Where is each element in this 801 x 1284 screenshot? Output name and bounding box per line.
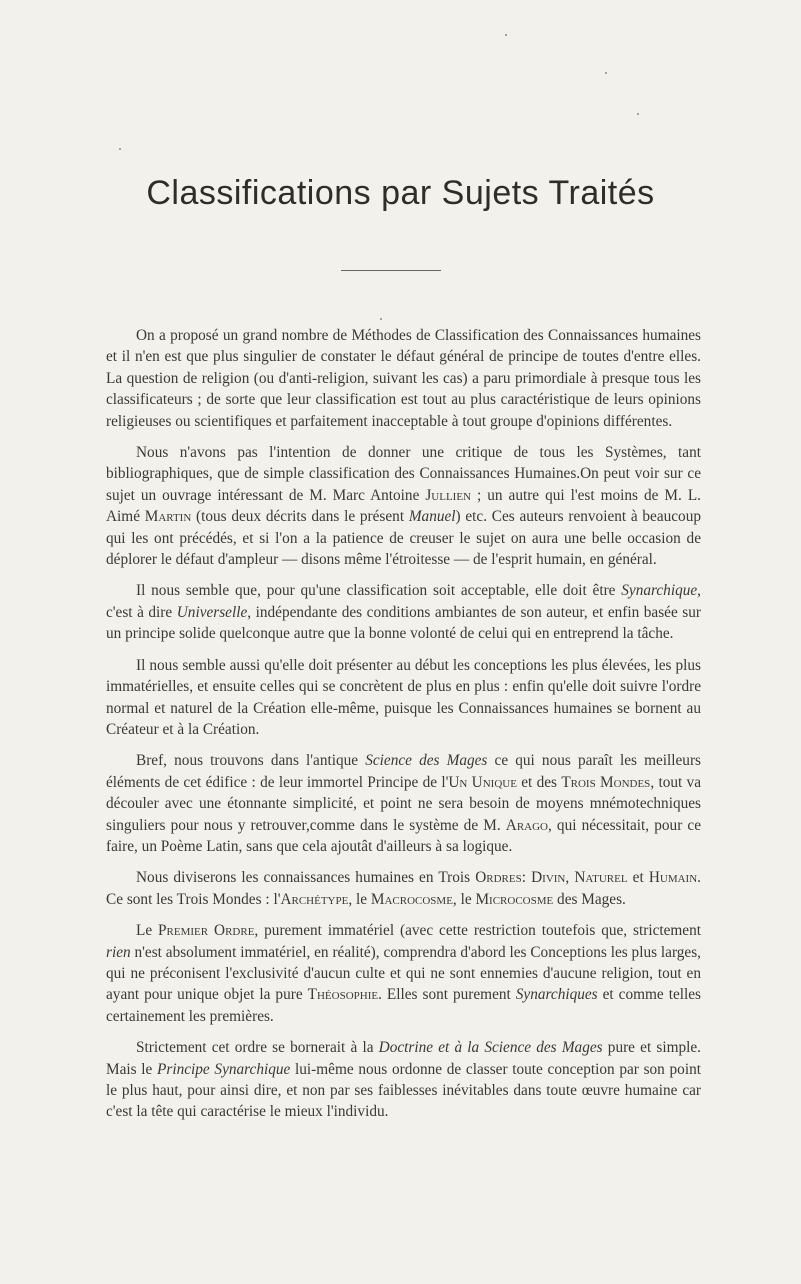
paragraph-5 — [106, 750, 701, 857]
paper-speck — [605, 72, 607, 74]
paper-speck — [505, 34, 507, 36]
text-run: , purement immatériel (avec cette restriction toutefois que, strictement — [254, 922, 701, 940]
small-caps-term: Trois Mondes — [561, 773, 651, 791]
text-run: , — [565, 869, 575, 887]
text-run: , qui nécessitait, pour ce faire, un Poème Latin, sans que cela ajoutât d'ailleurs à sa logique. — [106, 816, 701, 855]
text-run: Il nous semble que, pour qu'une classification soit acceptable, elle doit être — [136, 582, 622, 600]
text-run: lui-même nous ordonne de classer toute conception par son point le plus haut, pour ainsi dire, et non par ses faiblesses inévitables dans toute œuvre humaine car c'est la tête qui caractérise le mieux l'individu. — [106, 1060, 701, 1121]
text-run: ; un autre qui l'est moins de M. L. Aimé — [106, 486, 701, 526]
italic-term: Manuel — [408, 508, 456, 526]
paragraph-8 — [106, 1037, 701, 1123]
body-text — [106, 325, 701, 1133]
paragraph-7 — [106, 920, 701, 1027]
text-run: , le — [348, 890, 371, 908]
paragraph-4 — [106, 655, 701, 741]
author-name: Arago — [505, 816, 548, 834]
text-run: , indépendante des conditions ambiantes de son auteur, et enfin basée sur un principe solide quelconque autre que la bonne volonté de celui qui en entreprend la tâche. — [106, 603, 701, 643]
text-run: et des — [516, 773, 562, 791]
small-caps-term: Humain — [648, 869, 698, 887]
author-name: Martin — [144, 508, 192, 526]
small-caps-term: Macrocosme — [370, 890, 453, 908]
author-name: Jullien — [425, 486, 472, 504]
italic-term: rien — [106, 943, 131, 961]
text-run: Il nous semble aussi qu'elle doit présenter au début les conceptions les plus élevées, les plus immatérielles, et ensuite celles qui se concrètent de plus en plus : enfin qu'elle doit suivre l'ordre normal et naturel de la Création elle-même, puisque les Connaissances humaines se bornent au Créateur et à la Création. — [106, 656, 701, 738]
text-run: ce qui nous paraît les meilleurs éléments de cet édifice : de leur immortel Principe de l' — [106, 752, 701, 791]
text-run: (tous deux décrits dans le présent — [191, 508, 409, 526]
italic-term: Science des Mages — [365, 752, 488, 770]
small-caps-term: Ordres — [475, 869, 522, 887]
italic-term: Doctrine et à la Science des Mages — [378, 1039, 603, 1057]
text-run: Le — [136, 922, 159, 940]
page-title: Classifications par Sujets Traités — [146, 174, 655, 212]
small-caps-term: Divin — [531, 869, 566, 887]
paper-speck — [380, 318, 382, 320]
text-run: ) etc. Ces auteurs renvoient à beaucoup qui les ont précédés, et si l'on a la patience de creuser le sujet on aura une belle occasion de déplorer le défaut d'ampleur — disons même l'étroitesse — de l'esprit humain, en général. — [106, 508, 702, 569]
italic-term: Synarchique — [621, 582, 698, 600]
text-run: . Elles sont purement — [378, 986, 516, 1004]
paragraph-6 — [106, 867, 701, 910]
small-caps-term: Un Unique — [448, 773, 517, 791]
text-run: Nous diviserons les connaissances humaines en Trois — [136, 869, 476, 887]
paper-speck — [119, 148, 121, 150]
small-caps-term: Microcosme — [475, 890, 554, 908]
text-run: , c'est à dire — [106, 582, 701, 621]
small-caps-term: Naturel — [574, 869, 628, 887]
text-run: Nous n'avons pas l'intention de donner une critique de tous les Systèmes, tant bibliographiques, que de simple classification des Connaissances Humaines.On peut voir sur ce sujet un ouvrage intéressant de M. Marc Antoine — [106, 444, 701, 504]
paragraph-3 — [106, 580, 701, 644]
paragraph-2 — [106, 442, 701, 570]
small-caps-term: Archétype — [280, 890, 349, 908]
text-run: Strictement cet ordre se bornerait à la — [136, 1039, 379, 1057]
text-run: pure et simple. Mais le — [106, 1039, 701, 1078]
text-run: et comme telles certainement les premières. — [106, 986, 701, 1025]
text-run: : — [521, 869, 532, 887]
title-divider — [341, 270, 441, 271]
text-run: , tout va découler avec une étonnante simplicité, et point ne sera besoin de moyens mnémotechniques singuliers pour nous y retrouver,comme dans le système de M. — [106, 773, 701, 834]
text-run: Bref, nous trouvons dans l'antique — [136, 752, 366, 770]
text-run: . Ce sont les Trois Mondes : l' — [106, 869, 701, 908]
small-caps-term: Premier Ordre — [158, 922, 255, 940]
text-run: , le — [452, 890, 476, 908]
italic-term: Synarchiques — [515, 986, 598, 1004]
italic-term: Principe Synarchique — [157, 1060, 291, 1078]
text-run: et — [627, 869, 649, 887]
italic-term: Universelle — [176, 603, 248, 621]
text-run: n'est absolument immatériel, en réalité), comprendra d'abord les Conceptions les plus larges, qui ne préconisent l'exclusivité d'aucun culte et qui ne sont ennemies d'aucune religion, tout en ayant pour unique objet la pure — [106, 943, 701, 1004]
text-run: On a proposé un grand nombre de Méthodes de Classification des Connaissances humaines et il n'en est que plus singulier de constater le défaut général de principe de toutes d'entre elles. La question de religion (ou d'anti-religion, suivant les cas) a paru primordiale à presque tous les classificateurs ; de sorte que leur classification est tout au plus caractéristique de leurs opinions religieuses ou scientifiques et parfaitement inacceptable à tout groupe d'opinions différentes. — [106, 327, 701, 430]
paragraph-1 — [106, 325, 701, 432]
text-run: des Mages. — [553, 890, 626, 908]
small-caps-term: Théosophie — [307, 986, 379, 1004]
paper-speck — [637, 113, 639, 115]
